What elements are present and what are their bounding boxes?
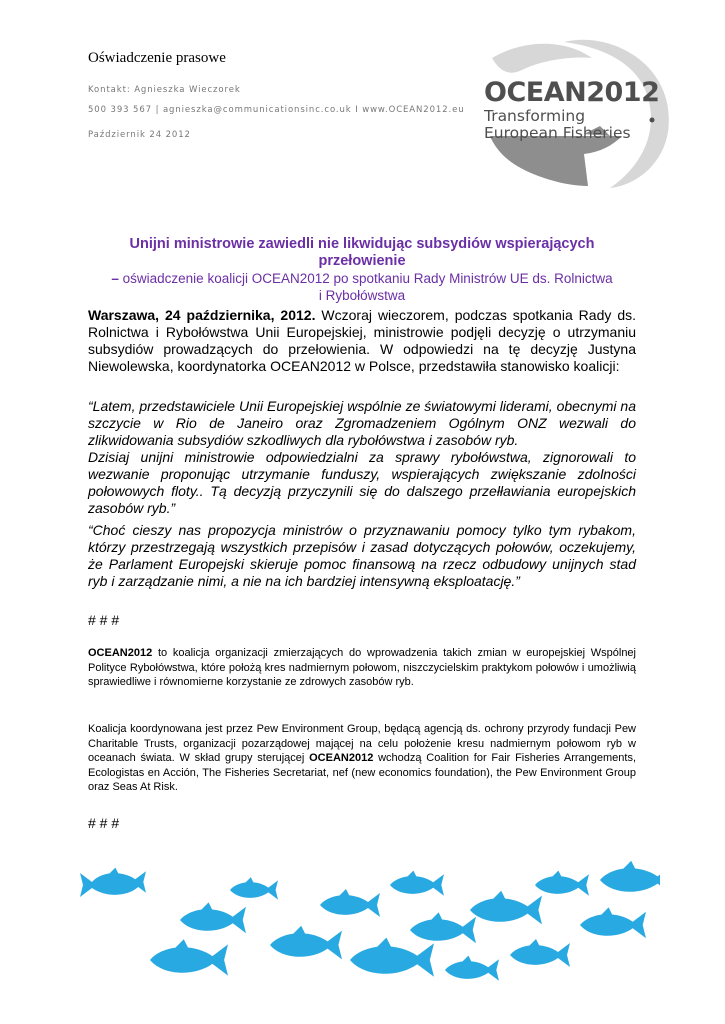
contact-name: Kontakt: Agnieszka Wieczorek <box>88 85 241 95</box>
doc-title: Oświadczenie prasowe <box>88 50 226 66</box>
about-paragraph <box>88 646 636 690</box>
logo-tagline-2: European Fisheries <box>484 124 631 142</box>
headline-subtitle <box>88 270 636 287</box>
intro-paragraph <box>88 307 636 375</box>
headline-subtitle-line-2: i Rybołówstwa <box>318 288 406 303</box>
quote-2: “Choć cieszy nas propozycja ministrów o przyznawaniu pomocy tylko tym rybakom, którzy przestrzegają wszystkich przepisów i zasad dotyczących połowów, oczekujemy, że Parlament Europejski skieruje pomoc finansową na rzecz odbudowy unijnych stad ryb i zarządzanie nimi, a nie na ich bardziej intensywną eksploatację.” <box>88 522 636 589</box>
intro-text: Wczoraj wieczorem, podczas spotkania Rady ds. Rolnictwa i Rybołówstwa Unii Europejskiej, ministrowie podjęli decyzję o utrzymaniu subsydiów prowadzących do przełowienia. W odpowiedzi na tę decyzję Justyna Niewolewska, koordynatorka OCEAN2012 w Polsce, przedstawiła stanowisko koalicji: <box>88 307 636 374</box>
coord-bold: OCEAN2012 <box>309 752 374 764</box>
quote-1 <box>88 398 636 517</box>
release-date: Październik 24 2012 <box>88 130 191 140</box>
coord-text-1: Koalicja koordynowana jest przez Pew Environment Group, będącą agencją ds. ochrony przyrody fundacji Pew Charitable Trusts, organizacji pozarządowej mającej na celu położenie kresu nadmiernym połowom ryb w oceanach świata. W skład grupy sterującej <box>88 723 636 764</box>
about-text: to koalicja organizacji zmierzających do wprowadzenia takich zmian w europejskiej Wspólnej Polityce Rybołówstwa, które położą kres nadmiernym połowom, niszczycielskim praktykom połowów i umożliwią sprawiedliwe i równomierne korzystanie ze zdrowych zasobów ryb. <box>88 647 636 688</box>
school-of-fish-icon <box>80 850 660 990</box>
separator-2: # # # <box>88 815 120 831</box>
coord-text-2: wchodzą Coalition for Fair Fisheries Arrangements, Ecologistas en Acción, The Fisheries Secretariat, nef (new economics foundation), the Pew Environment Group oraz Seas At Risk. <box>88 752 637 793</box>
headline-subtitle-line-1: oświadczenie koalicji OCEAN2012 po spotkaniu Rady Ministrów UE ds. Rolnictwa <box>118 271 613 286</box>
headline-title: Unijni ministrowie zawiedli nie likwidując subsydiów wspierających przełowienie <box>129 236 595 269</box>
logo-brand: OCEAN2012 <box>484 77 660 108</box>
intro-dateline: Warszawa, 24 października, 2012. <box>88 307 316 323</box>
contact-details: 500 393 567 | agnieszka@communicationsinc.co.uk I www.OCEAN2012.eu <box>88 105 465 115</box>
quote-1-part-a: “Latem, przedstawiciele Unii Europejskiej wspólnie ze światowymi liderami, obecnymi na szczycie w Rio de Janeiro oraz Zgromadzeniem Ogólnym ONZ wezwali do zlikwidowania subsydiów szkodliwych dla rybołówstwa i zasobów ryb. <box>88 398 636 448</box>
separator: # # # <box>88 612 120 628</box>
logo-text <box>484 78 684 142</box>
headline <box>88 236 636 304</box>
coordination-paragraph <box>88 722 636 795</box>
logo-tagline-1: Transforming <box>484 107 586 125</box>
headline-dash: – <box>111 271 119 286</box>
quote-1-part-b: Dzisiaj unijni ministrowie odpowiedzialni za sprawy rybołówstwa, zignorowali to wezwanie proponując utrzymanie funduszy, wspierających zwiększanie zdolności połowowych floty.. Tą decyzją przyczynili się do dalszego przełławiania europejskich zasobów ryb.” <box>88 449 636 516</box>
about-bold: OCEAN2012 <box>88 647 153 659</box>
